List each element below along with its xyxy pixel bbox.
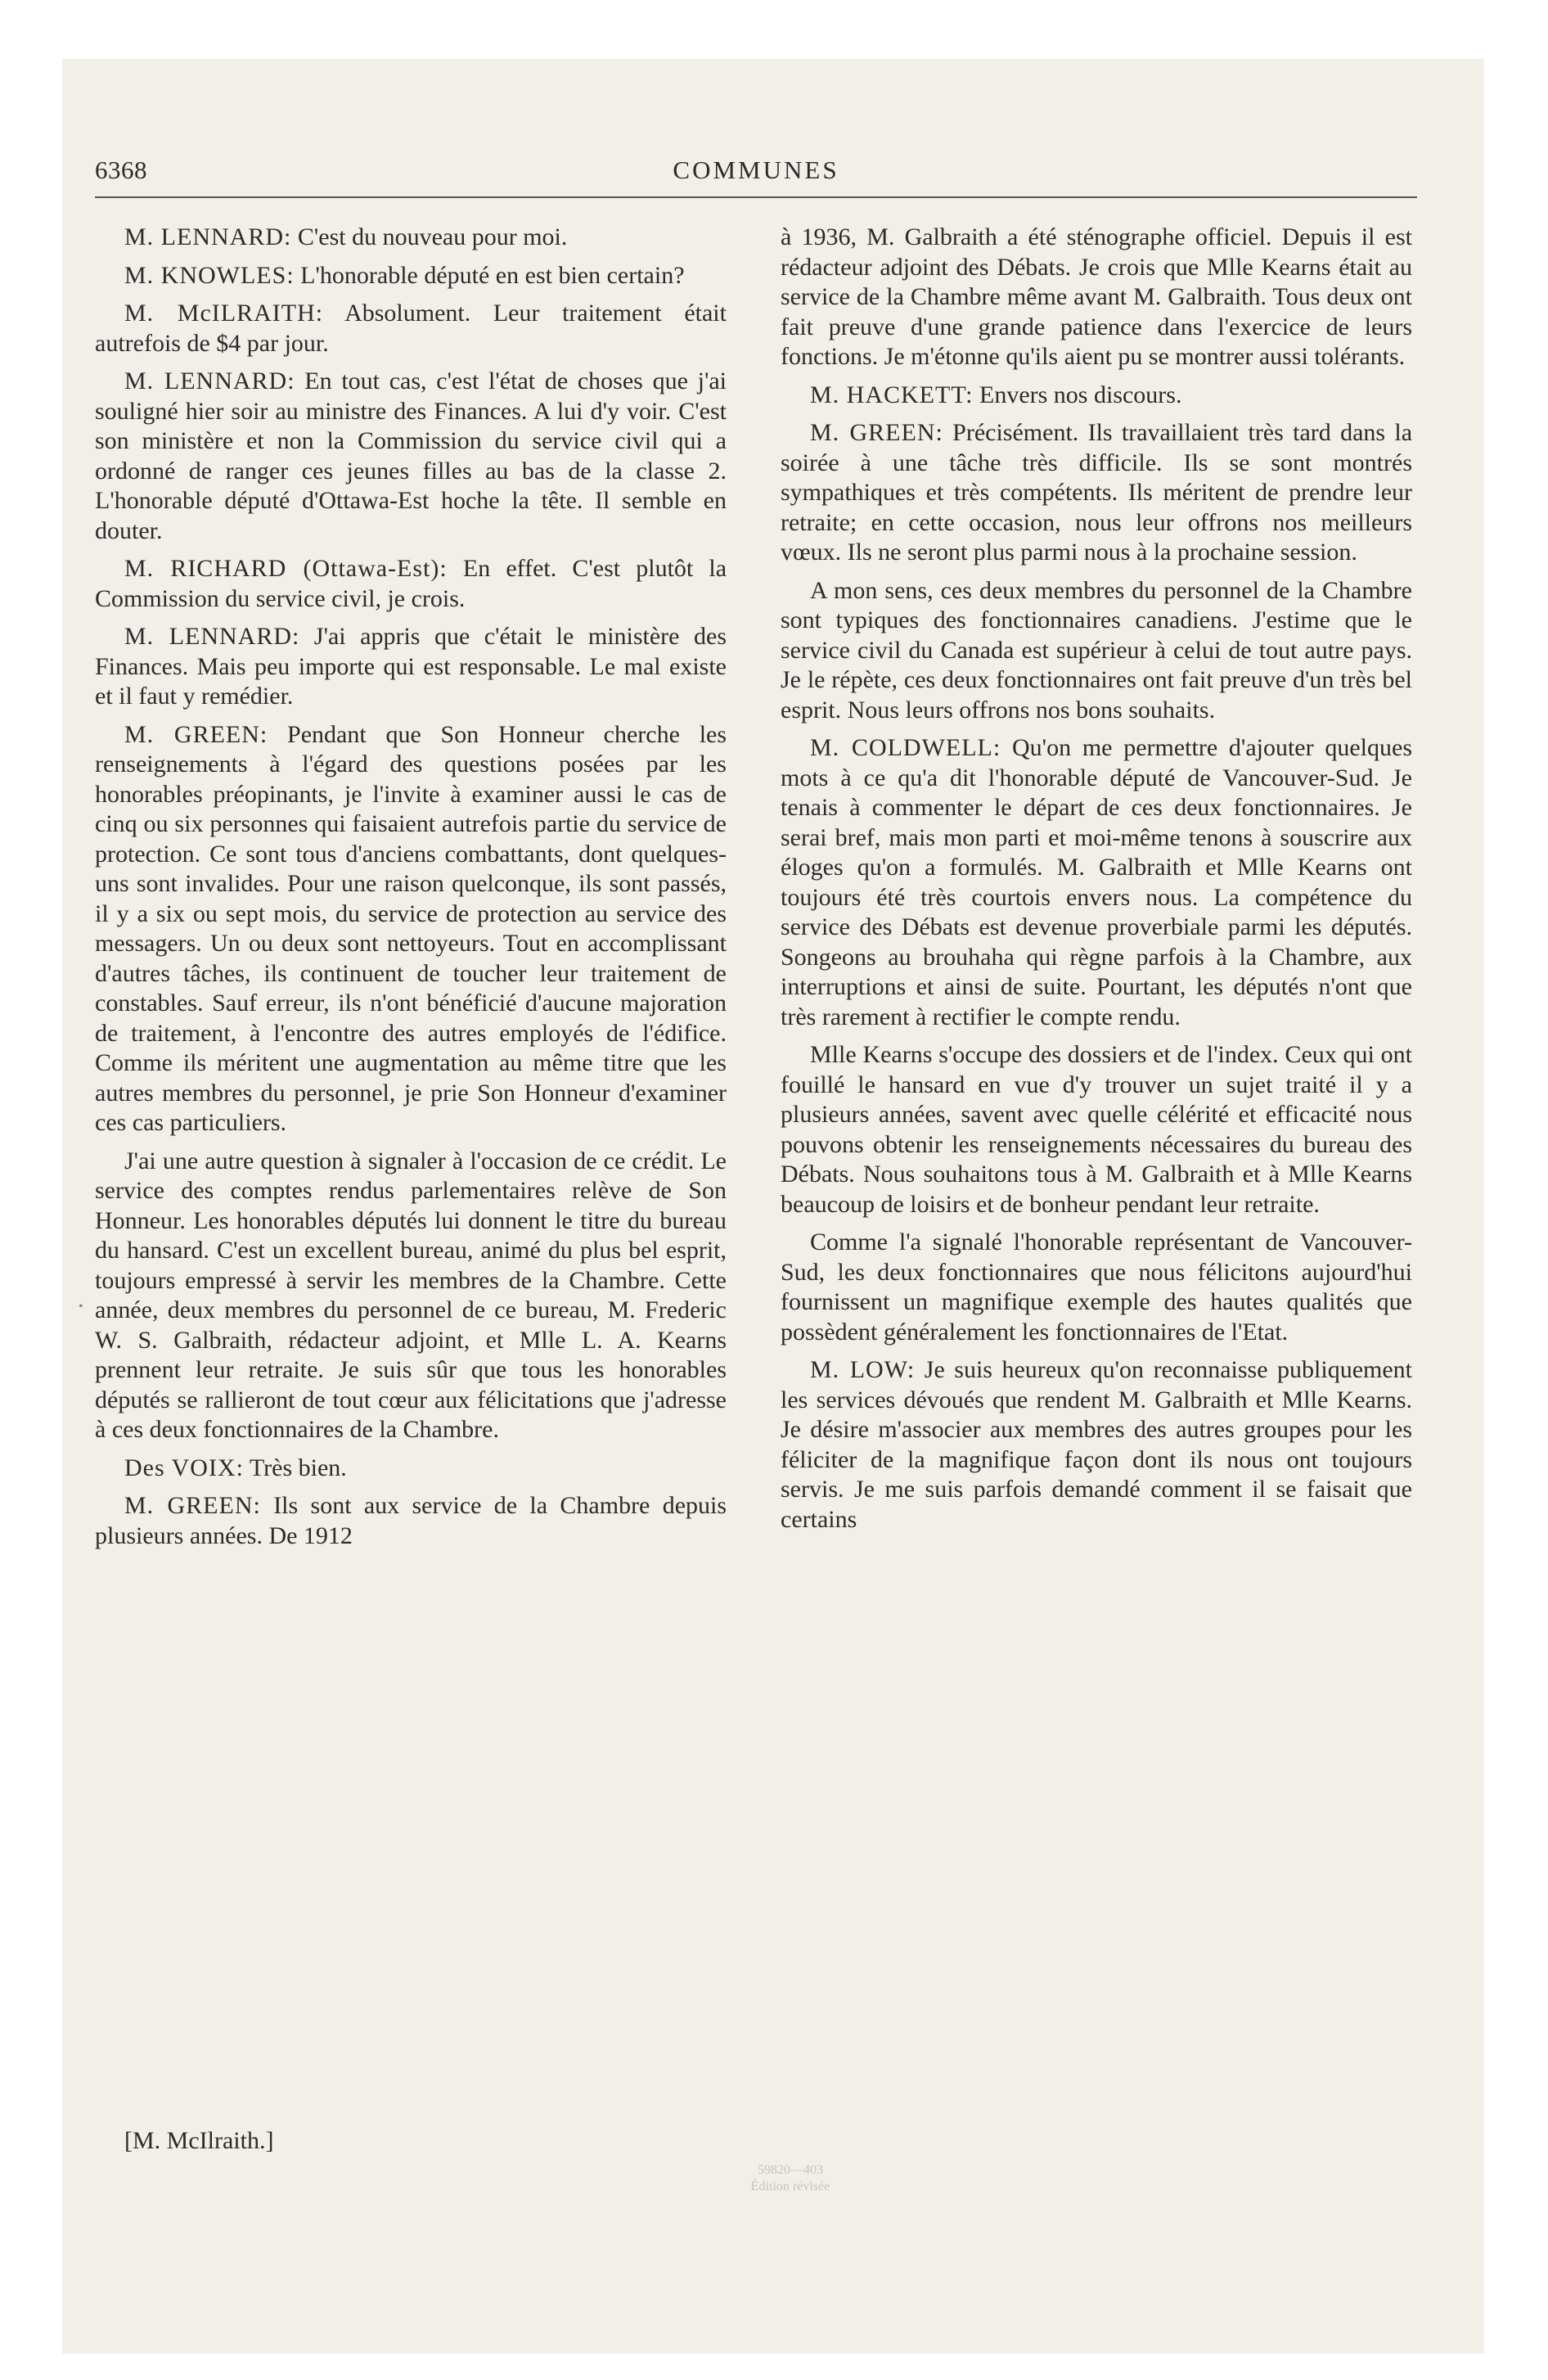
speaker-name: M. COLDWELL: [810, 734, 1001, 761]
page-number: 6368 [95, 156, 147, 184]
paragraph [95, 299, 727, 358]
document-page [62, 59, 1484, 2354]
paragraph-text: En tout cas, c'est l'état de choses que j'ai souligné hier soir au ministre des Finances. A lui d'y voir. C'est son ministère et non la Commission du service civil qui a ordonné de ranger ces jeunes filles au bas de la classe 2. L'honorable député d'Ottawa-Est hoche la tête. Il semble en douter. [95, 367, 727, 544]
paragraph-text: Précisément. Ils travaillaient très tard dans la soirée à une tâche très difficile. Ils se sont montrés sympathiques et très compétents. Ils méritent de prendre leur retraite; en cette occasion, nous leur offrons nos meilleurs vœux. Ils ne seront plus parmi nous à la prochaine session. [781, 419, 1413, 566]
speaker-name: M. LENNARD: [124, 367, 295, 394]
paragraph [781, 223, 1412, 372]
paragraph-text: A mon sens, ces deux membres du personnel de la Chambre sont typiques des fonctionnaires canadiens. J'estime que le service civil du Canada est supérieur à celui de tout autre pays. Je le répète, ces deux fonctionnaires ont fait preuve d'un très bel esprit. Nous leurs offrons nos bons souhaits. [781, 576, 1412, 723]
paragraph-text: En effet. C'est plutôt la Commission du service civil, je crois. [95, 555, 727, 612]
paragraph [95, 622, 727, 712]
margin-dot: • [79, 1300, 83, 1314]
header-rule [95, 196, 1417, 198]
paragraph [781, 576, 1412, 726]
paragraph-text: L'honorable député en est bien certain? [300, 261, 685, 289]
speaker-name: M. LOW: [810, 1356, 916, 1383]
page-header [95, 156, 1417, 192]
paragraph [781, 733, 1412, 1032]
paragraph-text: Mlle Kearns s'occupe des dossiers et de l'index. Ceux qui ont fouillé le hansard en vue d'y trouver un sujet traité il y a plusieurs années, savent avec quelle célérité et efficacité nous pouvons obtenir les renseignements nécessaires du bureau des Débats. Nous souhaitons tous à M. Galbraith et à Mlle Kearns beaucoup de loisirs et de bonheur pendant leur retraite. [781, 1041, 1412, 1218]
paragraph-text: C'est du nouveau pour moi. [297, 223, 568, 250]
paragraph [95, 1147, 727, 1445]
paragraph-text: à 1936, M. Galbraith a été sténographe officiel. Depuis il est rédacteur adjoint des Débats. Je crois que Mlle Kearns était au service de la Chambre même avant M. Galbraith. Tous deux ont fait preuve d'une grande patience dans l'exercice de leurs fonctions. Je m'étonne qu'ils aient pu se montrer aussi tolérants. [781, 223, 1412, 370]
stamp-line-1: 59820—403 [758, 2163, 823, 2177]
running-title: COMMUNES [673, 156, 839, 184]
paragraph [781, 1355, 1412, 1535]
paragraph [95, 554, 727, 614]
speaker-name: M. GREEN: [810, 419, 943, 446]
paragraph-text: J'ai une autre question à signaler à l'occasion de ce crédit. Le service des comptes rendus parlementaires relève de Son Honneur. Les honorables députés lui donnent le titre du bureau du hansard. C'est un excellent bureau, animé du plus bel esprit, toujours empressé à servir les membres de la Chambre. Cette année, deux membres du personnel de ce bureau, M. Frederic W. S. Galbraith, rédacteur adjoint, et Mlle L. A. Kearns prennent leur retraite. Je suis sûr que tous les honorables députés se rallieront de tout cœur aux félicitations que j'adresse à ces deux fonctionnaires de la Chambre. [95, 1147, 727, 1443]
speaker-footnote: [M. McIlraith.] [124, 2127, 274, 2154]
right-column [781, 223, 1412, 1543]
speaker-name: M. LENNARD: [124, 623, 300, 650]
paragraph-text: Absolument. Leur traitement était autrefois de $4 par jour. [95, 300, 727, 357]
left-column [95, 223, 727, 1559]
stamp-line-2: Édition révisée [750, 2179, 830, 2193]
paragraph [95, 1454, 727, 1484]
paragraph-text: J'ai appris que c'était le ministère des Finances. Mais peu importe qui est responsable. Le mal existe et il faut y remédier. [95, 623, 727, 710]
paragraph [95, 720, 727, 1138]
paragraph [95, 367, 727, 546]
paragraph [781, 381, 1412, 411]
paragraph-text: Qu'on me permettre d'ajouter quelques mots à ce qu'a dit l'honorable député de Vancouver-Sud. Je tenais à commenter le départ de ces deux fonctionnaires. Je serai bref, mais mon parti et moi-même tenons à souscrire aux éloges qu'on a formulés. M. Galbraith et Mlle Kearns ont toujours été très courtois envers nous. La compétence du service des Débats est devenue proverbiale parmi les députés. Songeons au brouhaha qui règne parfois à la Chambre, aux interruptions et ainsi de suite. Pourtant, les députés n'ont que très rarement à rectifier le compte rendu. [781, 734, 1413, 1030]
speaker-name: M. GREEN: [124, 1492, 261, 1519]
paragraph [95, 261, 727, 291]
speaker-name: M. LENNARD: [124, 223, 292, 250]
speaker-name: M. McILRAITH: [124, 300, 324, 327]
speaker-name: M. RICHARD (Ottawa-Est): [124, 555, 448, 582]
paragraph [781, 418, 1412, 568]
paragraph [781, 1040, 1412, 1219]
paragraph [95, 223, 727, 253]
paragraph [95, 1491, 727, 1551]
paragraph-text: Je suis heureux qu'on reconnaisse publiquement les services dévoués que rendent M. Galbraith et Mlle Kearns. Je désire m'associer aux membres des autres groupes pour les féliciter de la magnifique façon dont ils nous ont toujours servis. Je me suis parfois demandé comment il se faisait que certains [781, 1356, 1413, 1533]
paragraph-text: Pendant que Son Honneur cherche les renseignements à l'égard des questions posées par les honorables préopinants, je l'invite à examiner aussi le cas de cinq ou six personnes qui faisaient autrefois partie du service de protection. Ce sont tous d'anciens combattants, dont quelques-uns sont invalides. Pour une raison quelconque, ils sont passés, il y a six ou sept mois, du service de protection au service des messagers. Un ou deux sont nettoyeurs. Tout en accomplissant d'autres tâches, ils continuent de toucher leur traitement de constables. Sauf erreur, ils n'ont bénéficié d'aucune majoration de traitement, à l'encontre des autres employés de l'édifice. Comme ils méritent une augmentation au même titre que les autres membres du personnel, je prie Son Honneur d'examiner ces cas particuliers. [95, 720, 727, 1136]
speaker-name: M. HACKETT: [810, 381, 974, 408]
paragraph [781, 1228, 1412, 1347]
paragraph-text: Comme l'a signalé l'honorable représentant de Vancouver-Sud, les deux fonctionnaires que nous félicitons aujourd'hui fournissent un magnifique exemple des hautes qualités que possèdent généralement les fonctionnaires de l'Etat. [781, 1228, 1412, 1346]
speaker-name: M. GREEN: [124, 720, 268, 748]
paragraph-text: Envers nos discours. [979, 381, 1182, 408]
speaker-name: Des VOIX: [124, 1454, 244, 1481]
archive-stamp [733, 2162, 848, 2195]
paragraph-text: Très bien. [249, 1454, 347, 1481]
paragraph-text: Ils sont aux service de la Chambre depuis plusieurs années. De 1912 [95, 1492, 727, 1549]
speaker-name: M. KNOWLES: [124, 261, 295, 289]
